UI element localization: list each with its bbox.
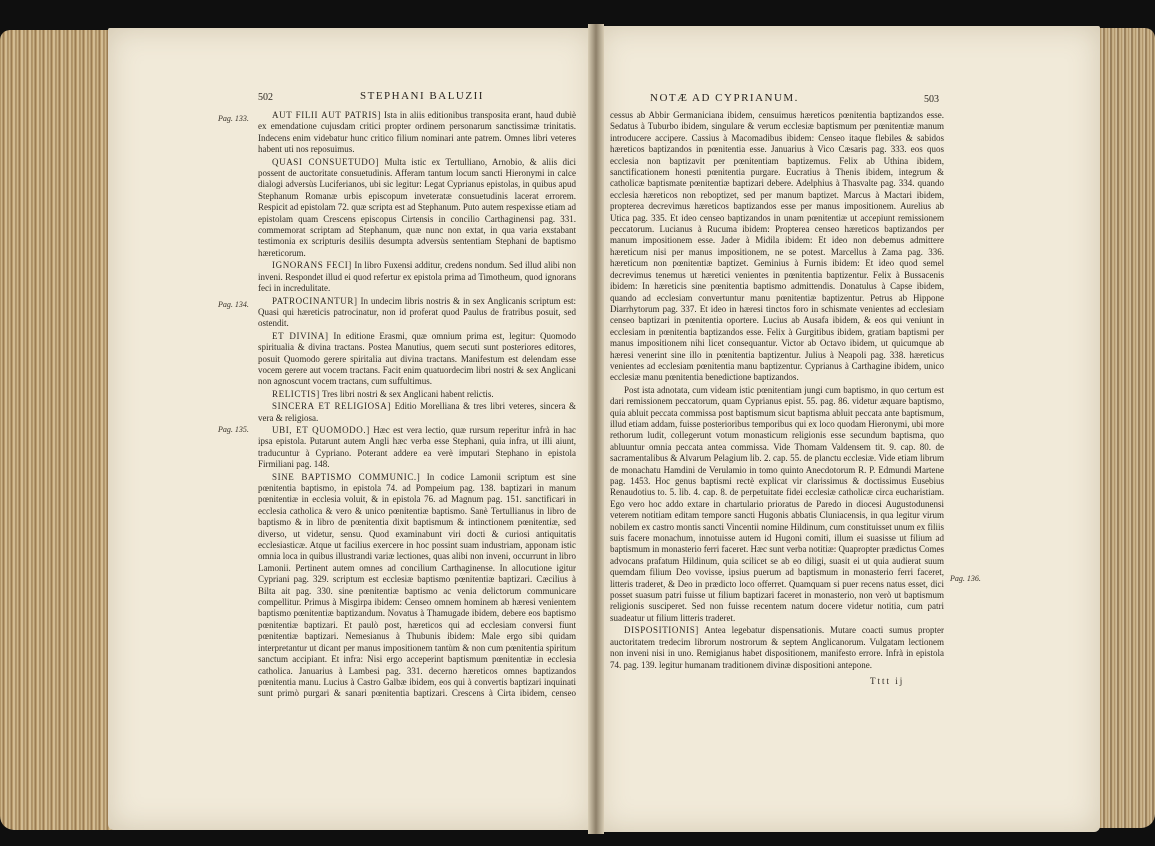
note-paragraph (258, 401, 576, 424)
note-lemma: DISPOSITIONIS] (624, 625, 699, 636)
note-paragraph (258, 472, 576, 700)
note-text: In editione Erasmi, quæ omnium prima est, legitur: Quomodo spiritualia & divina tractans. Postea Manutius, quem secuti sunt posteriores editores, posuit Quomodo gerere spiritalia aut divina tractans. Manifestum est delendam esse vocem gerere aut vocem tractans. Facit enim quatuordecim libri nostri & sex Anglicani non agnoscunt vocem tractans, cum suffultimus. (258, 330, 576, 387)
note-paragraph (610, 625, 944, 670)
left-margin-note: Pag. 133. (218, 114, 249, 123)
note-text: cessus ab Abbir Germaniciana ibidem, censuimus hæreticos pœnitentia baptizandos esse. Sedatus à Tuburbo ibidem, singulare & verum ecclesiæ baptismum per pœnitentiæ manum introducere accipere. Cassius à Macomadibus ibidem: Censeo itaque flebiles & sabidos hæreticos baptizandos in pœnitentia esse. Januarius à Vico Cæsaris pag. 333. eos quos ecclesia non baptizavit per pœnitentiam baptizemus. Felix ab Uthina ibidem, sanctificationem honesti pœnitentia purgare. Eucratius à Thenis ibidem, integrum & catholicæ baptismate pœnitentiæ baptizari debere. Adelphius à Thasvalte pag. 334. quando ecclesia hæreticos non reboptizet, sed per manum baptizet. Marcus à Mactari ibidem, propterea decrevimus hæreticos baptizandos esse per manus impositionem. Aurelius ab Utica pag. 335. Et ideo censeo baptizandos in unam pœnitentiæ ut accepiunt remissionem peccatorum. Lucianus à Rucuma ibidem: Propterea censeo hæreticos baptizandos per manum impositionem esse. Jader à Midila ibidem: Et ideo non debemus admittere hæreticum nisi per manus impositionem, ne se potest. Marcellus à Zama pag. 336. hæreticum non pœnitentiæ baptizet. Geminius à Furnis ibidem: Et ideo quod semel decrevimus tenemus ut hæretici venientes in pœnitentia baptizentur. Felix à Bussacenis ibidem: In hæreticis sine pœnitentia baptismo admittendis. Donatulus à Capse ibidem, quando ad ecclesiam convertuntur manu pœnitentiæ baptizentur. Petrus ab Hippone Diarrhytorum pag. 337. Et ideo in hæresi tinctos foro in schismate venientes ad ecclesiam censeo baptizari in pœnitentia oportere. Lucius ab Ausafa ibidem, & eos qui veniunt in ecclesiam in pœnitentia baptizandos esse. Felix à Gurgitibus ibidem, gratiam baptismi per manus impositionem nihi licet consequantur. Victor ab Octavo ibidem, ut quicumque ab hæresi venerint sine illo in pœnitentia baptizentur. Julius à Neapoli pag. 338. hæreticus venientes ad ecclesiam pœnitentia manu baptizentur. Cyprianus à Carthagine ibidem, unico ecclesiæ manu pœnitentia benedictione baptizandos. (610, 110, 944, 383)
note-lemma: SINCERA ET RELIGIOSA] (272, 401, 392, 412)
note-text: Editio Morelliana & tres libri veteres, sincera & vera & religiosa. (258, 401, 576, 423)
note-paragraph (258, 296, 576, 330)
note-text: In libro Fuxensi additur, credens nondum. Sed illud alibi non inveni. Respondet illud ei quod refertur ex epistola prima ad Timotheum, quod ignorans feci in incredulitate. (258, 260, 576, 294)
note-text: Post ista adnotata, cum videam istic pœnitentiam jungi cum baptismo, in quo certum est dari remissionem peccatorum, quam Cyprianus epist. 55. pag. 86. videtur æquare baptismo, quia abluit peccata commissa post baptismum sicut baptisma abluit peccata ante baptismum, illud etiam addam, fuisse posterioribus temporibus qui ex loco quodam Hieronymi, ubi more rethorum ludit, collegerunt votum monasticum religionis esse secundum baptisma, quo abluuntur omnia peccata antea commissa. Vide Thomam Valdensem tit. 9. cap. 80. de sacramentalibus & Alvarum Pelagium lib. 2. cap. 55. de planctu ecclesiæ. Vide etiam librum de monachatu Hamdini de Verulamio in tomo quinto Anecdotorum R. P. Edmundi Martene pag. 1453. Hoc genus baptismi rectè explicat vir clarissimus & doctissimus Eusebius Renaudotius to. 5. lib. 4. cap. 8. de perpetuitate fidei ecclesiæ catholicæ circa eucharistiam. Ego vero hoc addo extare in chartulario prioratus de Paredo in diocesi Augustodunensi veterem notitiam editam tempore sancti Hugonis abbatis Cluniacensis, in qua legitur virum nobilem ex castro montis sancti Vincentii nomine Hildinum, cum constituisset unum ex filiis suis facere monachum, innotuisse autem id Hugoni comiti, illum ei suasisse ut filium ad baptismum in monasterio ferri faceret. Hæc sunt verba notitiæ: Quapropter prædictus Comes advocans prafatum Hildinum, quia scilicet se ab eo diligi, suasit ei ut quia audierat suum quemdam filium Deo vovisse, ipsius puerum ad baptismum in monasterio ferri faceret, litteris traderet, & Deo in prædicto loco offerret. Quamquam si puer recens natus esset, dici posset suasum patri fuisse ut filium baptizari faceret in monasterio, non verò ut baptismum religionis susciperet. Sed non fuisse recentem natum docere videtur notitia, cum patri suadeatur ut filium litteris traderet. (610, 384, 944, 623)
right-running-head: NOTÆ AD CYPRIANUM. (650, 92, 799, 104)
note-paragraph (610, 110, 944, 384)
note-paragraph (258, 157, 576, 260)
note-text: Hæc est vera lectio, quæ rursum reperitur infrà in hac ipsa epistola. Putarunt autem Angli hæc verba esse Stephani, quia infra, ut illi aiunt, traducuntur à Cypriano. Poterant addere ea verè imputari Stephano in epistola Firmiliani pag. 148. (258, 424, 576, 470)
note-lemma: SINE BAPTISMO COMMUNIC.] (272, 471, 421, 482)
note-lemma: AUT FILII AUT PATRIS] (272, 110, 382, 120)
left-margin-note: Pag. 134. (218, 300, 249, 309)
note-lemma: QUASI CONSUETUDO] (272, 156, 380, 167)
note-text: Antea legebatur dispensationis. Mutare coacti sumus propter auctoritatem tredecim librorum nostrorum & septem Anglicanorum. Vulgatam lectionem non inveni nisi in uno. Remigianus habet dispositionem, manifesto errore. Infrà in epistola 74. pag. 139. legitur humanam traditionem divinæ dispositioni antepone. (610, 625, 944, 670)
note-paragraph (258, 425, 576, 471)
note-text: Ista in aliis editionibus transposita erant, haud dubiè ex emendatione cujusdam critici propter ordinem personarum sanctissimæ trinitatis. Indecens enim videbatur hunc critico filium nominari ante patrem. Omnes libri veteres habent uti nos reposuimus. (258, 110, 576, 155)
right-page-edges (1097, 28, 1155, 828)
note-lemma: PATROCINANTUR] (272, 295, 358, 306)
note-paragraph (258, 389, 576, 400)
note-text: Tres libri nostri & sex Anglicani habent relictis. (322, 388, 494, 399)
left-running-head: STEPHANI BALUZII (360, 90, 484, 102)
note-text: Multa istic ex Tertulliano, Arnobio, & aliis dici possent de auctoritate consuetudinis. Afferam tantum locum sancti Hieronymi in calce dialogi adversùs Luciferianos, ubi sic legitur: Legat Cyprianus epistolas, in quibus apud Stephanum Romanæ urbis episcopum inveteratæ consuetudinis lacerat errorem. Respicit ad epistolam 72. quæ scripta est ad Stephanum. Puto autem respexisse etiam ad epistolam quam Crescens episcopus Cirtensis in concilio Carthaginensi pag. 331. commemorat scriptam ad Stephanum, quæ nunc non extat, in qua varia exstabant testimonia ex scripturis desiliis desumpta adversùs sententiam Stephani de baptismo hæreticorum. (258, 156, 576, 258)
signature-mark: Tttt ij (870, 676, 905, 686)
note-paragraph (258, 110, 576, 156)
note-paragraph (258, 260, 576, 294)
right-margin-note: Pag. 136. (950, 574, 981, 583)
left-text-column (258, 110, 576, 700)
left-page-edges (0, 30, 118, 830)
note-lemma: ET DIVINA] (272, 330, 329, 341)
right-page-number: 503 (924, 94, 939, 105)
note-lemma: UBI, ET QUOMODO.] (272, 424, 370, 435)
note-paragraph (610, 385, 944, 625)
note-text: In undecim libris nostris & in sex Anglicanis scriptum est: Quasi qui hæreticis patrocinatur, non id proferat quod Paulus de fratribus posuit, sed ostendit. (258, 295, 576, 329)
note-lemma: RELICTIS] (272, 388, 320, 399)
left-page-number: 502 (258, 92, 273, 103)
note-paragraph (258, 331, 576, 388)
note-text: In codice Lamonii scriptum est sine pœnitentia baptismo, in epistola 74. ad Pompeium pag. 138. baptizari in manum pœnitentiæ in ecclesia voluit, & in epistola 76. ad Magnum pag. 151. sanctificari in ecclesia catholica & vero & unico pœnitentiæ baptismo. Sanè Tertullianus in libro de baptismo & in libro de pœnitentia dixit baptismum & intinctionem pœnitentiæ, sed diverso, ut videtur, sensu. Quod examinabunt viri docti & curiosi antiquitatis ecclesiasticæ. Atque ut facilius exercere in hoc possint suam industriam, apponam istic omnia loca in quibus illustrandi variæ lectiones, quas alibi non inveni, occurrunt in libro Lamonii. Pertinent autem omnes ad concilium Carthaginense. In allocutione igitur Cypriani pag. 329. scriptum est ecclesiæ baptismo pœnitentiæ baptizari. Cæcilius à Bilta ait pag. 330. sine pœnitentiæ baptismo ac venia delictorum communicare compellitur. Primus à Misgirpa ibidem: Censeo omnem hominem ab hæresi venientem baptismo pœnitentiæ baptizandum. Novatus à Thamugade ibidem, debere eos baptismo pœnitentiæ baptizari. Et paulò post, hæreticos qui ad ecclesiam conversi fiunt pœnitentiæ baptizari. Nemesianus à Thubunis ibidem: Male ergo sibi quidam interpretantur ut dicant per manus impositionem tantùm & non cum pœnitentia spiritum sanctum accipiant. Et infra: Nisi ergo acceperint baptismum pœnitentiæ in ecclesia catholica. Januarius à Lambesi pag. 331. decerno hæreticos omnes baptizandos pœnitentia manu. Lucius à Castro Galbæ ibidem, eos qui à convertis baptizari inquinati sunt primò purgari & sanari pœnitentia baptizari. Crescens à Cirta ibidem, censeo (258, 471, 576, 699)
right-text-column (610, 110, 944, 670)
book-gutter (588, 24, 604, 834)
note-lemma: IGNORANS FECI] (272, 260, 352, 271)
left-margin-note: Pag. 135. (218, 425, 249, 434)
